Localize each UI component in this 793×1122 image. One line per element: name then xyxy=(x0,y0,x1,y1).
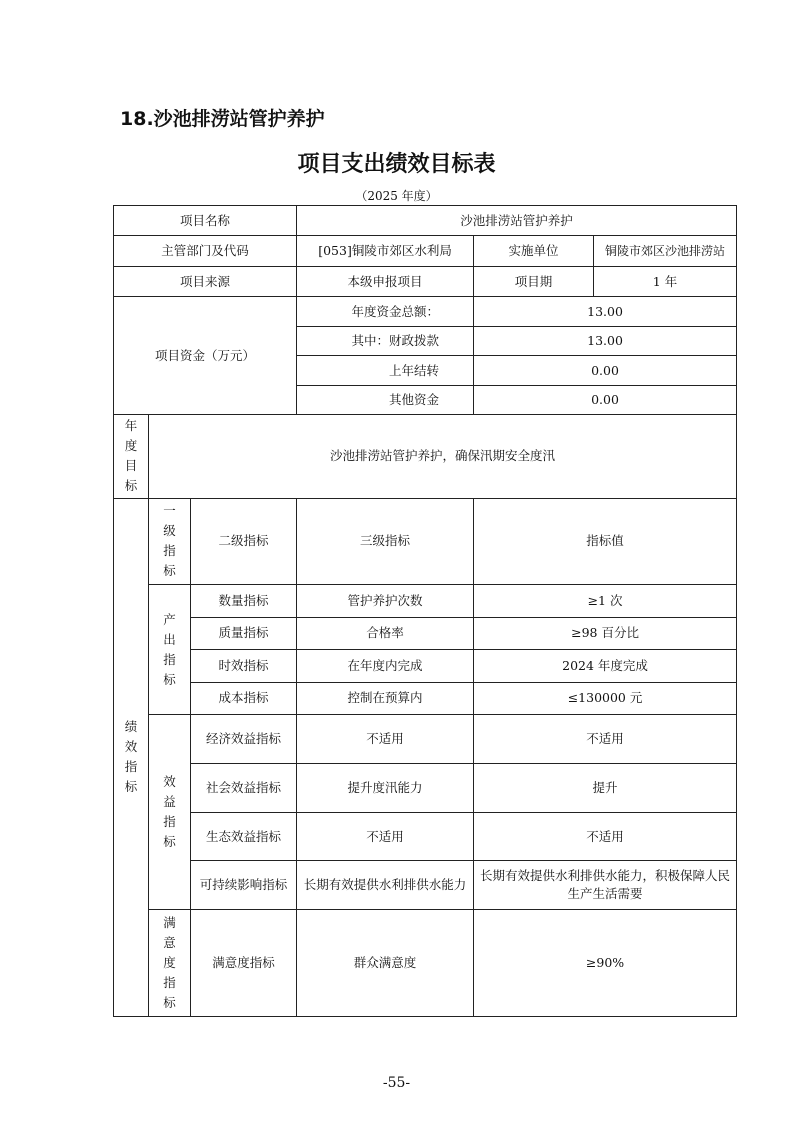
l3-cell: 管护养护次数 xyxy=(297,585,474,618)
funds-label: 项目资金（万元） xyxy=(114,297,297,415)
value-cell: 不适用 xyxy=(474,715,737,764)
funds-row-label: 年度资金总额： xyxy=(297,297,474,326)
satisfaction-label: 满意度指标 xyxy=(149,910,191,1017)
funds-row-value: 0.00 xyxy=(474,356,737,385)
l2-cell: 可持续影响指标 xyxy=(191,861,297,910)
page-title: 项目支出绩效目标表 xyxy=(297,152,496,177)
value-cell: 2024 年度完成 xyxy=(474,650,737,683)
l2-cell: 质量指标 xyxy=(191,617,297,650)
impl-label: 实施单位 xyxy=(474,236,594,266)
project-name-label: 项目名称 xyxy=(114,206,297,236)
value-cell: 长期有效提供水利排供水能力，积极保障人民生产生活需要 xyxy=(474,861,737,910)
l3-cell: 不适用 xyxy=(297,715,474,764)
l2-cell: 生态效益指标 xyxy=(191,812,297,861)
impl-value: 铜陵市郊区沙池排涝站 xyxy=(594,236,737,266)
funds-row-value: 0.00 xyxy=(474,385,737,414)
funds-row-label: 其他资金 xyxy=(297,385,474,414)
l2-cell: 成本指标 xyxy=(191,682,297,715)
l3-cell: 合格率 xyxy=(297,617,474,650)
value-cell: 不适用 xyxy=(474,812,737,861)
funds-row-value: 13.00 xyxy=(474,326,737,355)
source-value: 本级申报项目 xyxy=(297,266,474,296)
value-cell: ≥98 百分比 xyxy=(474,617,737,650)
section-heading: 18.沙池排涝站管护养护 xyxy=(120,108,325,130)
annual-goal-text: 沙池排涝站管护养护，确保汛期安全度汛 xyxy=(149,415,737,498)
value-cell: ≥90% xyxy=(474,910,737,1017)
l2-cell: 满意度指标 xyxy=(191,910,297,1017)
l3-cell: 不适用 xyxy=(297,812,474,861)
l2-cell: 经济效益指标 xyxy=(191,715,297,764)
level1-header: 一级指标 xyxy=(149,498,191,584)
perf-label: 绩效指标 xyxy=(114,498,149,1016)
funds-row-label: 上年结转 xyxy=(297,356,474,385)
funds-row-value: 13.00 xyxy=(474,297,737,326)
l3-cell: 长期有效提供水利排供水能力 xyxy=(297,861,474,910)
l3-cell: 在年度内完成 xyxy=(297,650,474,683)
output-label: 产出指标 xyxy=(149,585,191,715)
value-header: 指标值 xyxy=(474,498,737,584)
l3-cell: 群众满意度 xyxy=(297,910,474,1017)
value-cell: 提升 xyxy=(474,763,737,812)
dept-label: 主管部门及代码 xyxy=(114,236,297,266)
value-cell: ≤130000 元 xyxy=(474,682,737,715)
level2-header: 二级指标 xyxy=(191,498,297,584)
dept-value: [053]铜陵市郊区水利局 xyxy=(297,236,474,266)
level3-header: 三级指标 xyxy=(297,498,474,584)
l2-cell: 社会效益指标 xyxy=(191,763,297,812)
l2-cell: 数量指标 xyxy=(191,585,297,618)
l3-cell: 控制在预算内 xyxy=(297,682,474,715)
period-value: 1 年 xyxy=(594,266,737,296)
l3-cell: 提升度汛能力 xyxy=(297,763,474,812)
source-label: 项目来源 xyxy=(114,266,297,296)
page-number: -55- xyxy=(382,1075,411,1091)
l2-cell: 时效指标 xyxy=(191,650,297,683)
funds-row-label: 其中：财政拨款 xyxy=(297,326,474,355)
period-label: 项目期 xyxy=(474,266,594,296)
benefit-label: 效益指标 xyxy=(149,715,191,910)
project-name: 沙池排涝站管护养护 xyxy=(297,206,737,236)
performance-table xyxy=(113,205,737,1017)
year-label: （2025 年度） xyxy=(355,189,438,203)
value-cell: ≥1 次 xyxy=(474,585,737,618)
annual-goal-label: 年度目标 xyxy=(114,415,149,498)
